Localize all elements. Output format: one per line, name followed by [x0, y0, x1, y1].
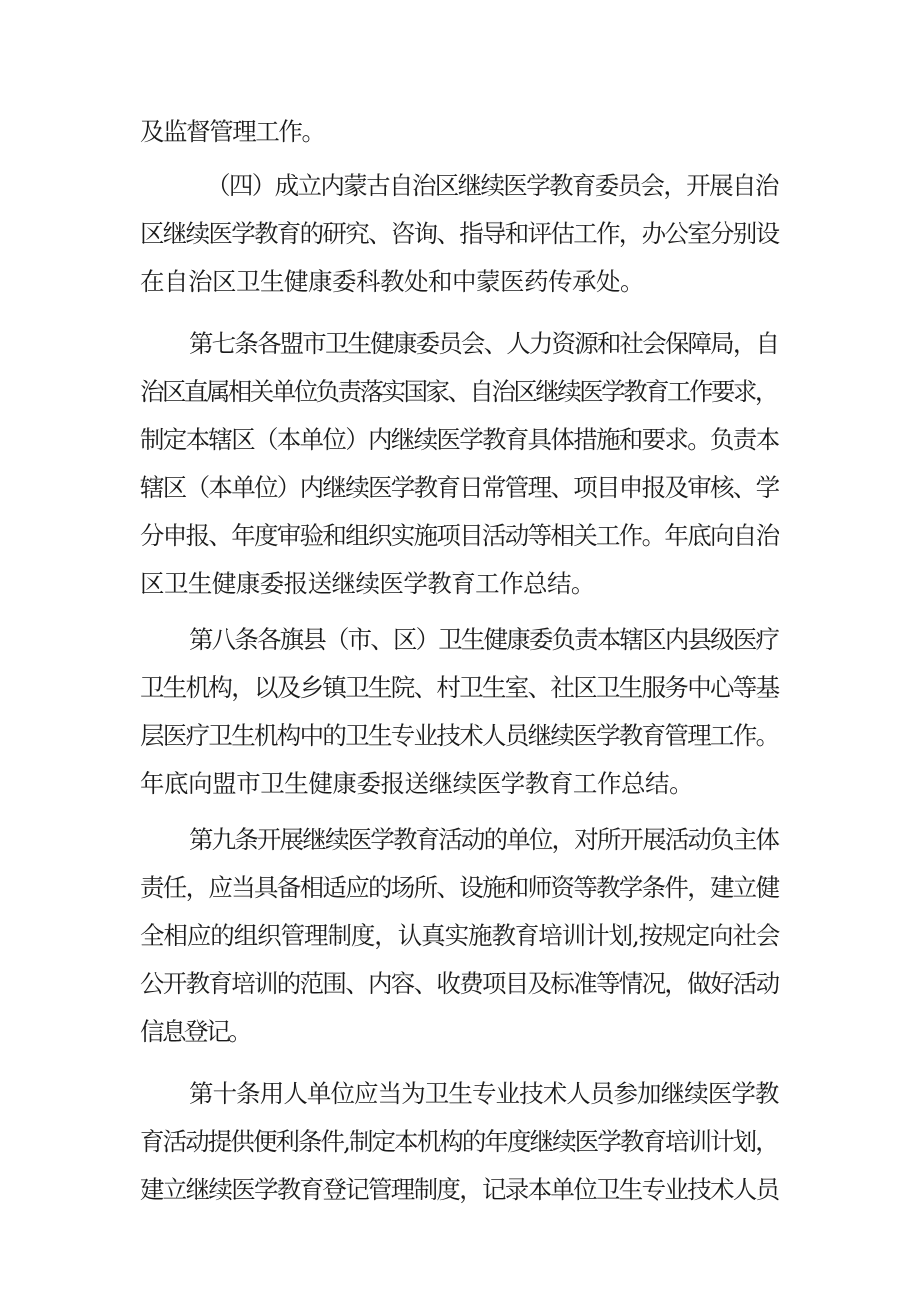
text-line: 第九条开展继续医学教育活动的单位，对所开展活动负主体 [189, 825, 779, 854]
text-line: （四）成立内蒙古自治区继续医学教育委员会，开展自治 [206, 171, 778, 200]
text-line: 第十条用人单位应当为卫生专业技术人员参加继续医学教 [189, 1079, 779, 1108]
text-line: 育活动提供便利条件,制定本机构的年度继续医学教育培训计划， [140, 1127, 778, 1156]
text-line: 全相应的组织管理制度，认真实施教育培训计划,按规定向社会 [140, 921, 780, 950]
text-line: 层医疗卫生机构中的卫生专业技术人员继续医学教育管理工作。 [140, 721, 779, 750]
text-line: 区卫生健康委报送继续医学教育工作总结。 [140, 569, 595, 598]
text-line: 第七条各盟市卫生健康委员会、人力资源和社会保障局，自 [189, 329, 779, 358]
text-line: 公开教育培训的范围、内容、收费项目及标准等情况，做好活动 [140, 969, 779, 998]
text-line: 第八条各旗县（市、区）卫生健康委负责本辖区内县级医疗 [189, 625, 779, 654]
text-line: 责任，应当具备相适应的场所、设施和师资等教学条件，建立健 [140, 873, 779, 902]
text-line: 建立继续医学教育登记管理制度，记录本单位卫生专业技术人员 [140, 1175, 779, 1204]
text-line: 区继续医学教育的研究、咨询、指导和评估工作，办公室分别设 [140, 219, 779, 248]
text-line: 卫生机构，以及乡镇卫生院、村卫生室、社区卫生服务中心等基 [140, 673, 779, 702]
text-line: 制定本辖区（本单位）内继续医学教育具体措施和要求。负责本 [140, 425, 779, 454]
text-line: 信息登记。 [140, 1017, 250, 1046]
document-body [140, 108, 790, 1214]
text-line: 分申报、年度审验和组织实施项目活动等相关工作。年底向自治 [140, 521, 779, 550]
text-line: 辖区（本单位）内继续医学教育日常管理、项目申报及审核、学 [140, 473, 779, 502]
text-line: 年底向盟市卫生健康委报送继续医学教育工作总结。 [140, 769, 694, 798]
text-line: 及监督管理工作。 [140, 117, 325, 146]
text-line: 在自治区卫生健康委科教处和中蒙医药传承处。 [140, 267, 644, 296]
text-line: 治区直属相关单位负责落实国家、自治区继续医学教育工作要求， [140, 377, 777, 406]
